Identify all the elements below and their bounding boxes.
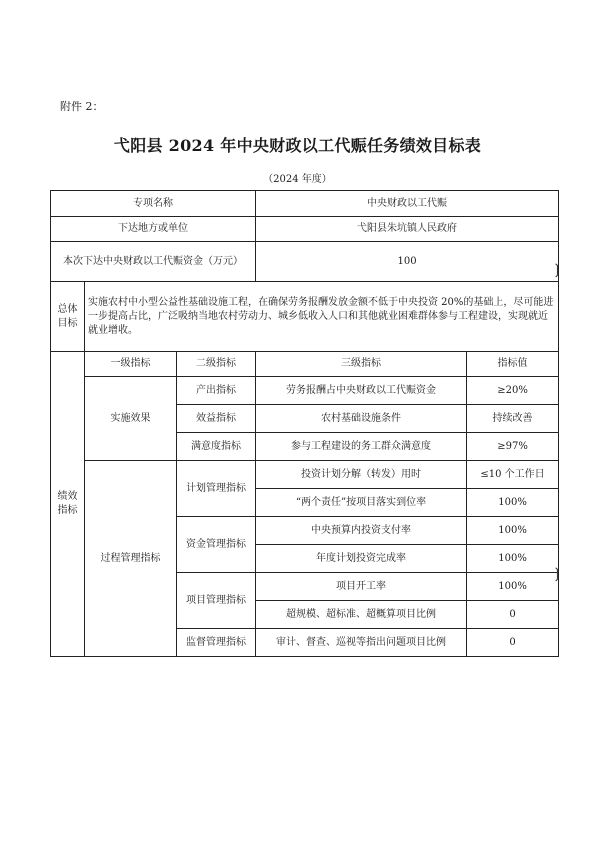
value-cell: ≥97% bbox=[467, 433, 559, 461]
level2-cell: 项目管理指标 bbox=[177, 573, 256, 629]
overall-text: 实施农村中小型公益性基础设施工程，在确保劳务报酬发放金额不低于中央投资 20%的基础上，尽可能进一步提高占比，广泛吸纳当地农村劳动力、城乡低收入人口和其他就业困难群体参与工程建设，实现就近就业增收。 bbox=[85, 282, 559, 352]
document-title: 弋阳县 2024 年中央财政以工代赈任务绩效目标表 bbox=[113, 136, 482, 155]
table-row bbox=[51, 191, 559, 217]
table-row bbox=[51, 217, 559, 242]
level2-cell: 效益指标 bbox=[177, 405, 256, 433]
value-cell: 100% bbox=[467, 517, 559, 545]
value-cell: 100% bbox=[467, 489, 559, 517]
value-cell: ≤10 个工作日 bbox=[467, 461, 559, 489]
performance-table bbox=[50, 190, 559, 657]
level3-cell: 劳务报酬占中央财政以工代赈资金 bbox=[256, 377, 467, 405]
level2-cell: 计划管理指标 bbox=[177, 461, 256, 517]
level3-cell: 超规模、超标准、超概算项目比例 bbox=[256, 601, 467, 629]
level2-cell: 产出指标 bbox=[177, 377, 256, 405]
header-value: 弋阳县朱坑镇人民政府 bbox=[256, 217, 559, 242]
col-header: 三级指标 bbox=[256, 352, 467, 377]
header-label: 本次下达中央财政以工代赈资金（万元） bbox=[51, 242, 256, 282]
table-row bbox=[51, 352, 559, 377]
level3-cell: 审计、督查、巡视等指出问题项目比例 bbox=[256, 629, 467, 657]
value-cell: ≥20% bbox=[467, 377, 559, 405]
col-header: 一级指标 bbox=[85, 352, 177, 377]
value-cell: 0 bbox=[467, 601, 559, 629]
attachment-label: 附件 2： bbox=[60, 100, 104, 113]
header-value: 中央财政以工代赈 bbox=[256, 191, 559, 217]
value-cell: 100% bbox=[467, 573, 559, 601]
col-header: 二级指标 bbox=[177, 352, 256, 377]
table-row bbox=[51, 242, 559, 282]
level3-cell: 年度计划投资完成率 bbox=[256, 545, 467, 573]
level3-cell: 农村基础设施条件 bbox=[256, 405, 467, 433]
table-row bbox=[51, 282, 559, 352]
header-value: 100 bbox=[256, 242, 559, 282]
punch-mark: ❳ bbox=[551, 566, 563, 582]
level2-cell: 监督管理指标 bbox=[177, 629, 256, 657]
level3-cell: “两个责任”按项目落实到位率 bbox=[256, 489, 467, 517]
performance-table-container bbox=[50, 190, 558, 657]
level3-cell: 项目开工率 bbox=[256, 573, 467, 601]
overall-label: 总体目标 bbox=[51, 282, 85, 352]
level2-cell: 资金管理指标 bbox=[177, 517, 256, 573]
level3-cell: 参与工程建设的务工群众满意度 bbox=[256, 433, 467, 461]
punch-mark: ❳ bbox=[551, 262, 563, 278]
table-row bbox=[51, 461, 559, 489]
col-header: 指标值 bbox=[467, 352, 559, 377]
value-cell: 100% bbox=[467, 545, 559, 573]
level3-cell: 中央预算内投资支付率 bbox=[256, 517, 467, 545]
header-label: 下达地方或单位 bbox=[51, 217, 256, 242]
value-cell: 0 bbox=[467, 629, 559, 657]
performance-label: 绩效指标 bbox=[51, 352, 85, 657]
level2-cell: 满意度指标 bbox=[177, 433, 256, 461]
table-row bbox=[51, 377, 559, 405]
value-cell: 持续改善 bbox=[467, 405, 559, 433]
level1-cell: 过程管理指标 bbox=[85, 461, 177, 657]
header-label: 专项名称 bbox=[51, 191, 256, 217]
level1-cell: 实施效果 bbox=[85, 377, 177, 461]
level3-cell: 投资计划分解（转发）用时 bbox=[256, 461, 467, 489]
year-label: （2024 年度） bbox=[263, 174, 332, 185]
